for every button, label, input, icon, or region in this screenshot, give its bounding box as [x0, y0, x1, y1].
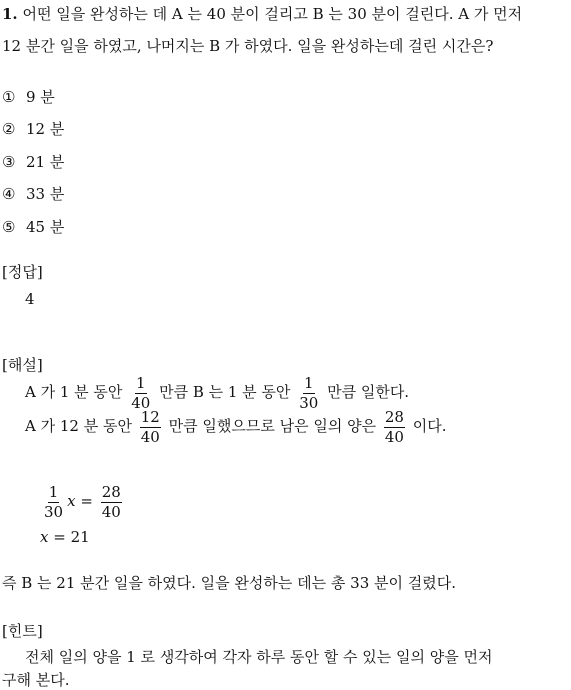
fraction-denominator: 30 [44, 502, 64, 521]
conclusion-text: 즉 B 는 21 분간 일을 하였다. 일을 완성하는 데는 총 33 분이 걸렸다. [2, 574, 456, 592]
choice-3-text: 21 분 [26, 153, 65, 171]
choice-3-mark: ③ [2, 153, 16, 171]
choice-5[interactable] [2, 217, 64, 237]
fraction-numerator: 12 [140, 407, 160, 426]
explanation-2-text-c: 이다. [412, 417, 447, 435]
explanation-line-2 [25, 406, 446, 446]
question-text-1: 어떤 일을 완성하는 데 A 는 40 분이 걸리고 B 는 30 분이 걸린다. A 가 먼저 [22, 5, 523, 23]
choice-1-mark: ① [2, 88, 16, 106]
choice-5-text: 45 분 [26, 218, 65, 236]
fraction-numerator: 1 [48, 482, 59, 501]
fraction-numerator: 1 [303, 373, 314, 392]
answer-label: [정답] [2, 263, 43, 281]
equation-fraction-1-over-30 [43, 482, 64, 521]
variable-x: x [67, 492, 76, 510]
question-number: 1. [2, 5, 18, 23]
hint-label: [힌트] [2, 622, 43, 640]
choice-4[interactable] [2, 184, 64, 204]
question-line-1 [2, 4, 522, 24]
choice-1[interactable] [2, 87, 55, 107]
explanation-1-text-a: A 가 1 분 동안 [25, 383, 123, 401]
fraction-denominator: 40 [140, 427, 160, 446]
equals-sign: = [80, 492, 93, 510]
equation-2 [40, 527, 90, 547]
choice-3[interactable] [2, 152, 64, 172]
explanation-2-text-b: 만큼 일했으므로 남은 일의 양은 [168, 417, 377, 435]
fraction-denominator: 40 [131, 393, 151, 412]
choice-5-mark: ⑤ [2, 218, 16, 236]
equation-2-rest: = 21 [53, 528, 90, 546]
variable-x: x [40, 528, 49, 546]
fraction-numerator: 28 [384, 407, 404, 426]
fraction-numerator: 1 [135, 373, 146, 392]
fraction-denominator: 30 [299, 393, 319, 412]
fraction-12-over-40 [140, 407, 161, 446]
fraction-denominator: 40 [384, 427, 404, 446]
fraction-numerator: 28 [101, 482, 121, 501]
explanation-label: [해설] [2, 356, 43, 374]
hint-line-1: 전체 일의 양을 1 로 생각하여 각자 하루 동안 할 수 있는 일의 양을 먼저 [25, 648, 493, 666]
choice-4-mark: ④ [2, 185, 16, 203]
hint-line-2: 구해 본다. [2, 671, 70, 689]
fraction-denominator: 40 [101, 502, 121, 521]
choice-2-text: 12 분 [26, 120, 65, 138]
equation-1 [40, 481, 125, 521]
explanation-1-text-b: 만큼 B 는 1 분 동안 [159, 383, 291, 401]
equation-fraction-28-over-40 [101, 482, 122, 521]
choice-4-text: 33 분 [26, 185, 65, 203]
choice-2-mark: ② [2, 120, 16, 138]
choice-1-text: 9 분 [26, 88, 55, 106]
fraction-28-over-40 [384, 407, 405, 446]
answer-value: 4 [25, 290, 35, 308]
question-line-2: 12 분간 일을 하였고, 나머지는 B 가 하였다. 일을 완성하는데 걸린 시간은? [2, 37, 494, 55]
explanation-1-text-c: 만큼 일한다. [327, 383, 410, 401]
explanation-2-text-a: A 가 12 분 동안 [25, 417, 132, 435]
choice-2[interactable] [2, 119, 64, 139]
